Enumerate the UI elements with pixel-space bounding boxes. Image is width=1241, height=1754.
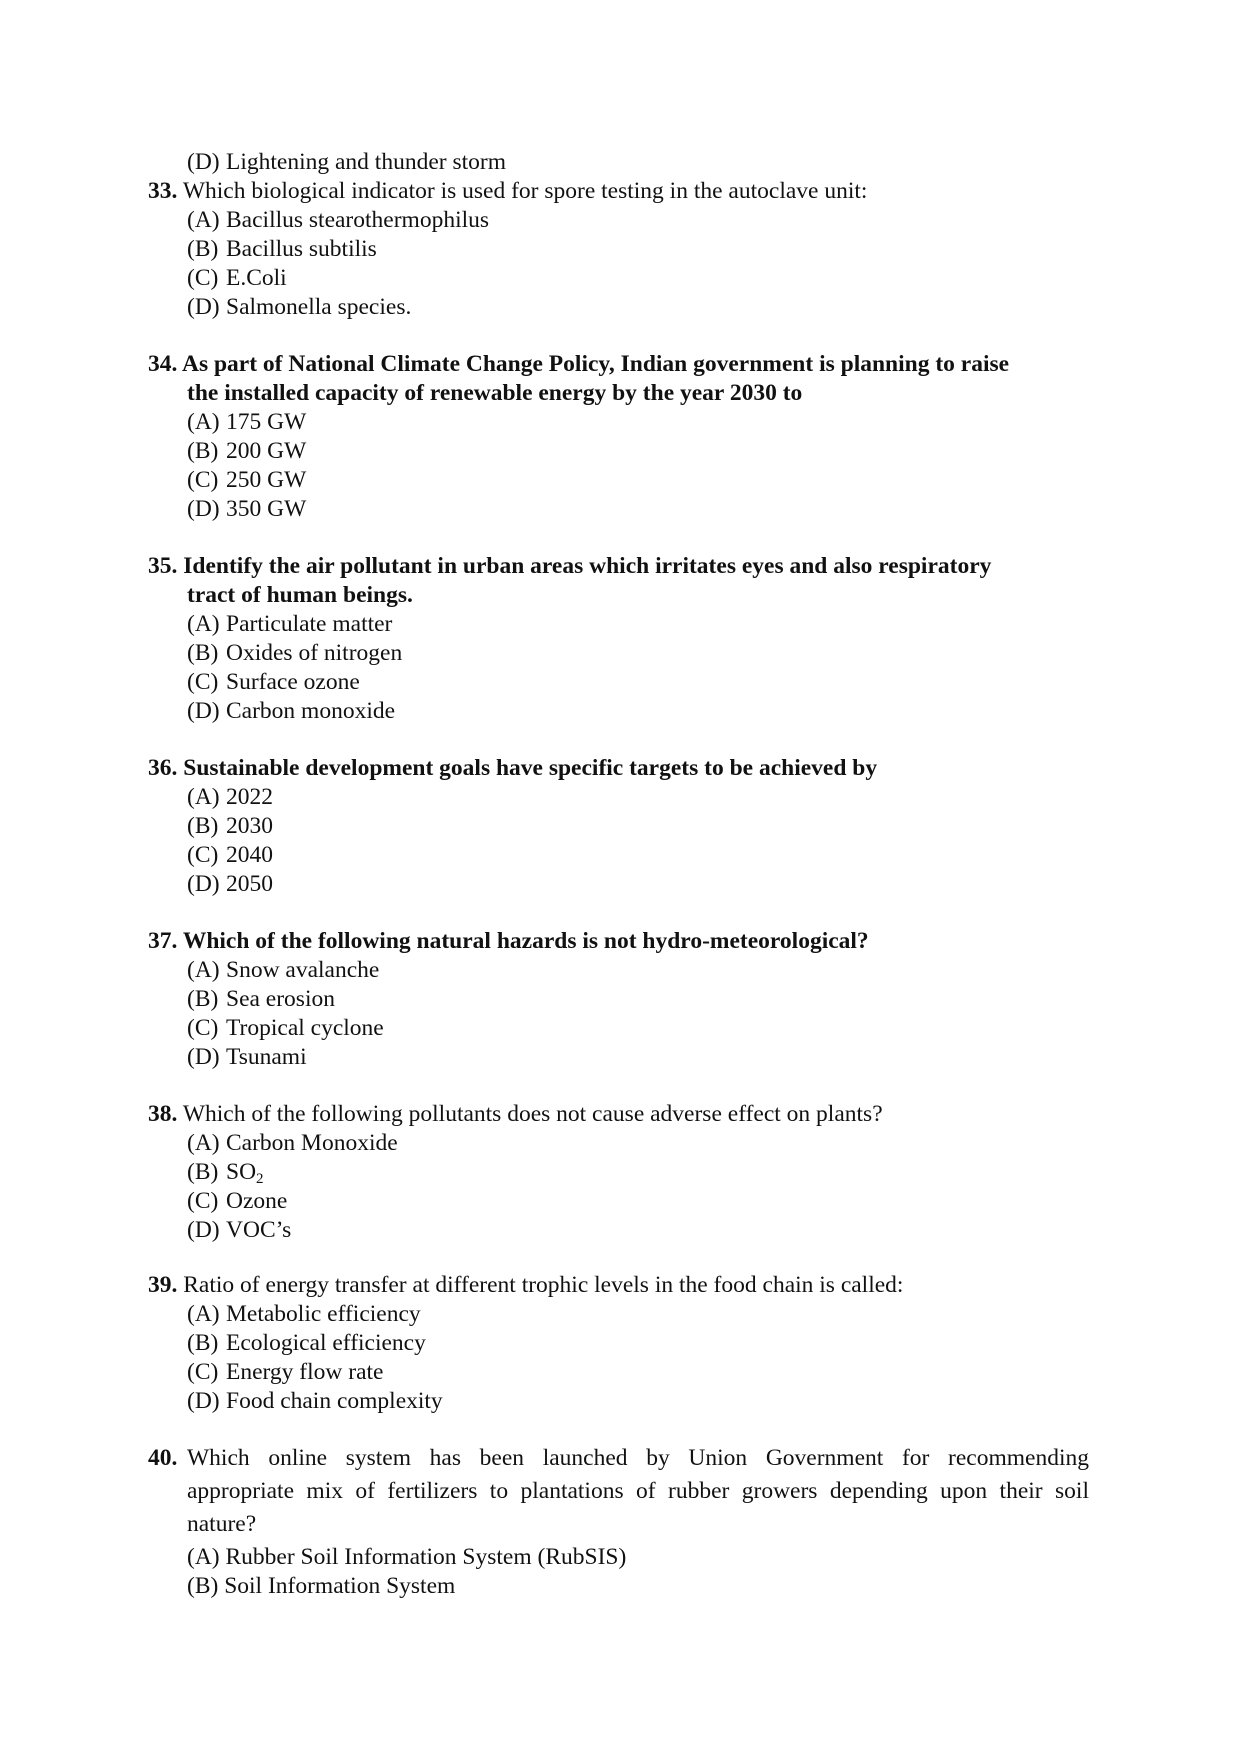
q34-question: 34. As part of National Climate Change Policy, Indian government is planning to raise: [148, 351, 1010, 377]
q35-option-a: (A) Particulate matter: [187, 611, 393, 637]
q39-question: 39. Ratio of energy transfer at different trophic levels in the food chain is called:: [148, 1272, 904, 1298]
q34-question-cont: the installed capacity of renewable energy by the year 2030 to: [187, 380, 803, 406]
q35-option-b: (B) Oxides of nitrogen: [187, 640, 403, 666]
q35-question-cont: tract of human beings.: [187, 582, 413, 608]
q34-option-b: (B) 200 GW: [187, 438, 307, 464]
q38-option-b: (B) $SO_2$: [187, 1159, 264, 1187]
q35-option-c: (C) Surface ozone: [187, 669, 360, 695]
q34-option-a: (A) 175 GW: [187, 409, 307, 435]
q36-option-c: (C) 2040: [187, 842, 273, 868]
q35-option-d: (D) Carbon monoxide: [187, 698, 396, 724]
q39-option-a: (A) Metabolic efficiency: [187, 1301, 421, 1327]
q32-option-d: (D) Lightening and thunder storm: [187, 149, 506, 175]
q37-option-d: (D) Tsunami: [187, 1044, 307, 1070]
q33-option-b: (B) Bacillus subtilis: [187, 236, 377, 262]
q33-option-d: (D) Salmonella species.: [187, 294, 412, 320]
q37-option-a: (A) Snow avalanche: [187, 957, 380, 983]
q34-option-d: (D) 350 GW: [187, 496, 307, 522]
q38-option-a: (A) Carbon Monoxide: [187, 1130, 398, 1156]
q35-question: 35. Identify the air pollutant in urban areas which irritates eyes and also respiratory: [148, 553, 992, 579]
q33-question: 33. Which biological indicator is used for spore testing in the autoclave unit:: [148, 178, 868, 204]
q33-option-c: (C) E.Coli: [187, 265, 287, 291]
q40-question: Which online system has been launched by Union Government for recommending appropriate mix of fertilizers to plantations of rubber growers depending upon their soil nature?: [187, 1445, 1089, 1537]
q38-option-d: (D) VOC’s: [187, 1217, 292, 1243]
q36-question: 36. Sustainable development goals have specific targets to be achieved by: [148, 755, 878, 781]
q39-option-c: (C) Energy flow rate: [187, 1359, 384, 1385]
q38-option-c: (C) Ozone: [187, 1188, 288, 1214]
q37-option-c: (C) Tropical cyclone: [187, 1015, 384, 1041]
subscript: 2: [256, 1171, 264, 1187]
q39-option-b: (B) Ecological efficiency: [187, 1330, 426, 1356]
q40-number: 40.: [148, 1445, 178, 1471]
q36-option-d: (D) 2050: [187, 871, 273, 897]
q38-question: 38. Which of the following pollutants does not cause adverse effect on plants?: [148, 1101, 883, 1127]
q37-question: 37. Which of the following natural hazards is not hydro-meteorological?: [148, 928, 869, 954]
q37-option-b: (B) Sea erosion: [187, 986, 335, 1012]
q40-option-b: (B) Soil Information System: [187, 1573, 456, 1599]
q39-option-d: (D) Food chain complexity: [187, 1388, 443, 1414]
q33-option-a: (A) Bacillus stearothermophilus: [187, 207, 490, 233]
q36-option-b: (B) 2030: [187, 813, 273, 839]
q36-option-a: (A) 2022: [187, 784, 273, 810]
q34-option-c: (C) 250 GW: [187, 467, 307, 493]
q40-option-a: (A) Rubber Soil Information System (RubSIS): [187, 1544, 627, 1570]
